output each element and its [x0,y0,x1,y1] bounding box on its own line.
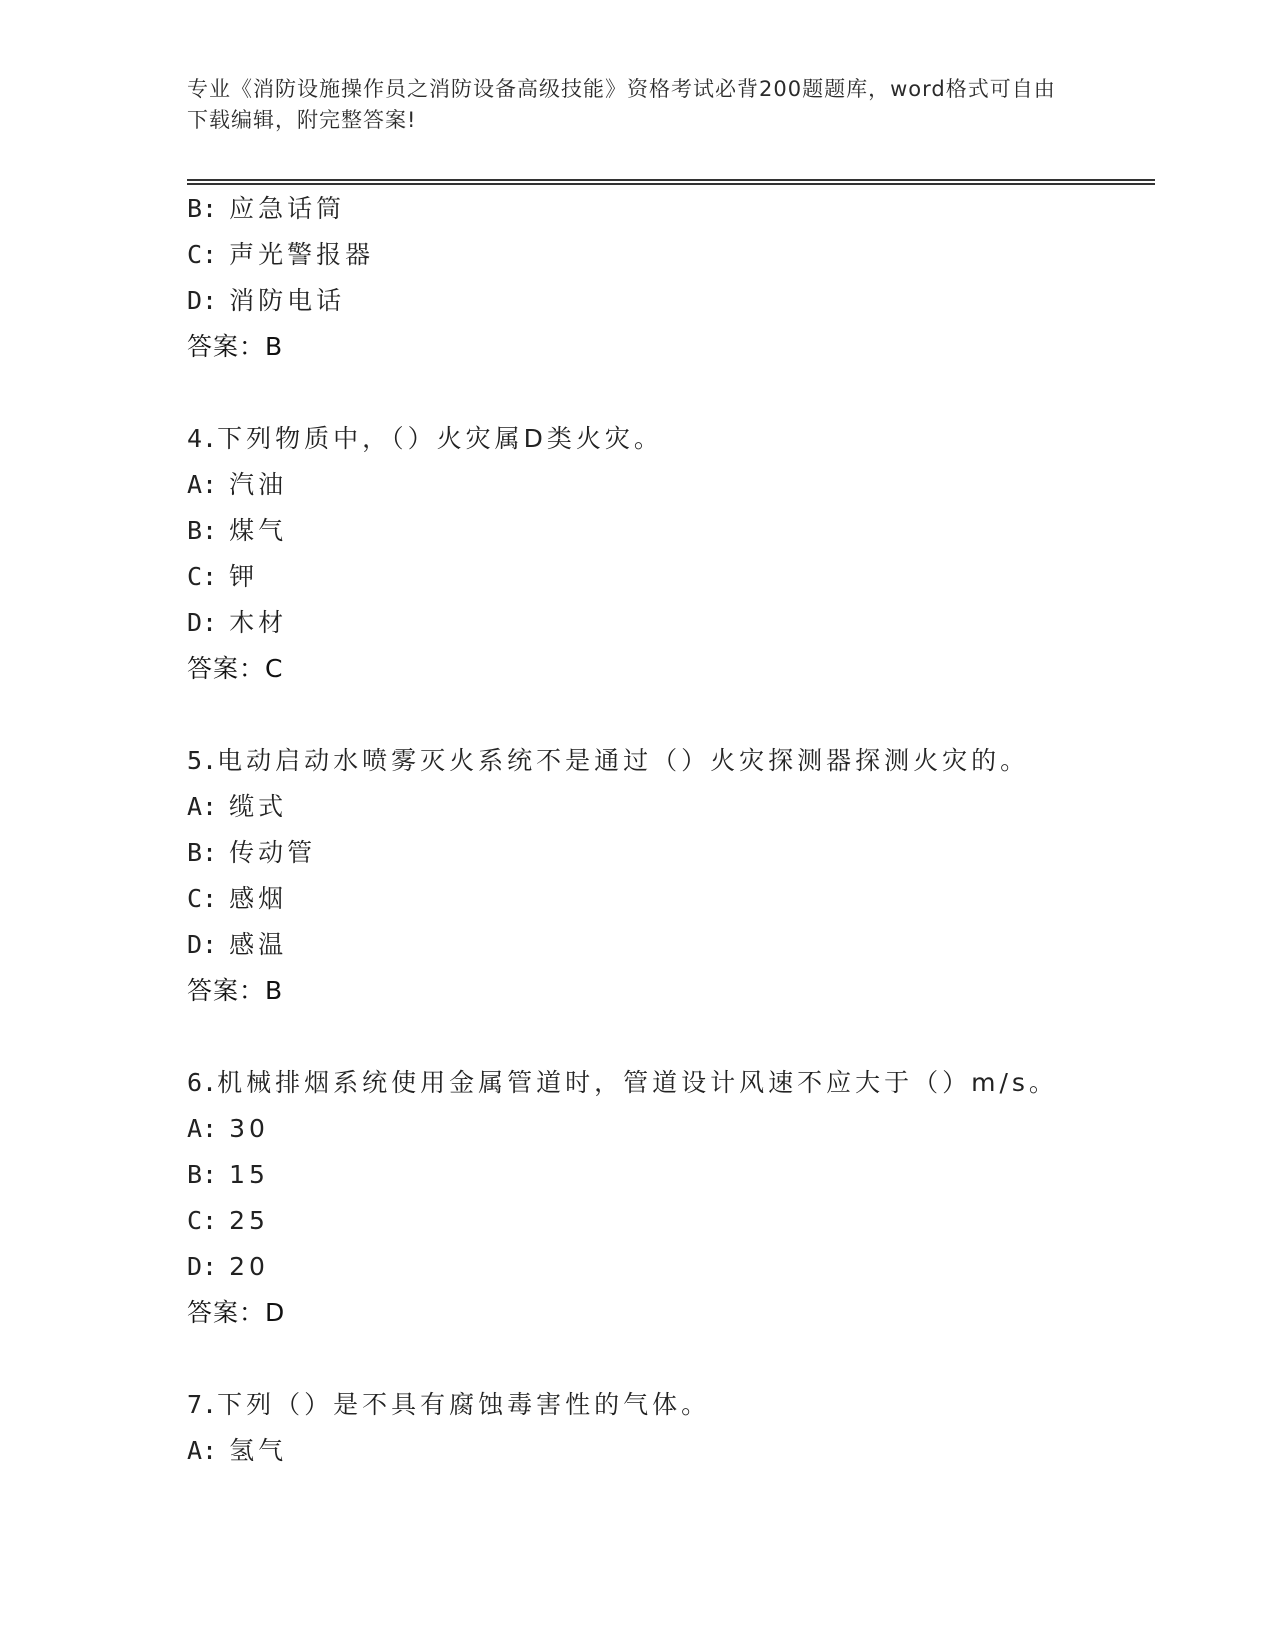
option-key: D: [187,608,218,637]
option-key: A: [187,1114,218,1143]
option-key: A: [187,1436,218,1465]
option-text: 消防电话 [229,286,346,315]
option-line [187,186,1155,232]
option-key: C: [187,562,218,591]
option-text: 30 [229,1114,269,1143]
question-number: 4. [187,424,218,453]
answer-line: 答案：B [187,332,284,361]
spacer [187,1014,1155,1060]
option-line [187,876,1155,922]
option-text: 25 [229,1206,269,1235]
question-stem [187,416,1155,462]
option-text: 缆式 [229,792,288,821]
document-header [187,74,1067,136]
option-text: 感温 [229,930,288,959]
option-line [187,1106,1155,1152]
option-key: B: [187,1160,218,1189]
option-text: 汽油 [229,470,288,499]
question-text: 电动启动水喷雾灭火系统不是通过（）火灾探测器探测火灾的。 [217,746,1030,775]
answer-line: 答案：C [187,654,284,683]
option-line [187,1198,1155,1244]
option-text: 声光警报器 [229,240,375,269]
header-text: 专业《消防设施操作员之消防设备高级技能》资格考试必背200题题库，word格式可自由下载编辑，附完整答案! [187,77,1056,132]
question-text: 机械排烟系统使用金属管道时，管道设计风速不应大于（）m/s。 [217,1068,1058,1097]
option-text: 20 [229,1252,269,1281]
option-line [187,1152,1155,1198]
option-line [187,508,1155,554]
spacer [187,370,1155,416]
option-text: 钾 [229,562,259,591]
question-stem [187,738,1155,784]
option-text: 氢气 [229,1436,288,1465]
answer-line: 答案：B [187,976,284,1005]
question-number: 7. [187,1390,218,1419]
option-line [187,830,1155,876]
question-text: 下列物质中，（）火灾属D类火灾。 [217,424,663,453]
option-text: 感烟 [229,884,288,913]
question-number: 5. [187,746,218,775]
option-key: A: [187,792,218,821]
header-divider-bottom [187,183,1155,185]
option-line [187,1244,1155,1290]
option-key: D: [187,286,218,315]
option-key: B: [187,838,218,867]
option-key: C: [187,240,218,269]
question-list [187,186,1155,1474]
answer-line: 答案：D [187,1298,286,1327]
option-line [187,278,1155,324]
option-text: 煤气 [229,516,288,545]
question-stem [187,1060,1155,1106]
option-key: B: [187,194,218,223]
option-key: D: [187,930,218,959]
option-line [187,784,1155,830]
option-key: C: [187,884,218,913]
option-line [187,922,1155,968]
option-key: C: [187,1206,218,1235]
option-line [187,600,1155,646]
option-line [187,232,1155,278]
question-number: 6. [187,1068,218,1097]
option-line [187,462,1155,508]
option-line [187,554,1155,600]
option-line [187,1428,1155,1474]
option-text: 木材 [229,608,288,637]
option-text: 应急话筒 [229,194,346,223]
option-key: A: [187,470,218,499]
header-divider-top [187,179,1155,181]
spacer [187,692,1155,738]
option-key: B: [187,516,218,545]
question-text: 下列（）是不具有腐蚀毒害性的气体。 [217,1390,711,1419]
option-text: 传动管 [229,838,317,867]
spacer [187,1336,1155,1382]
question-stem [187,1382,1155,1428]
option-text: 15 [229,1160,269,1189]
option-key: D: [187,1252,218,1281]
